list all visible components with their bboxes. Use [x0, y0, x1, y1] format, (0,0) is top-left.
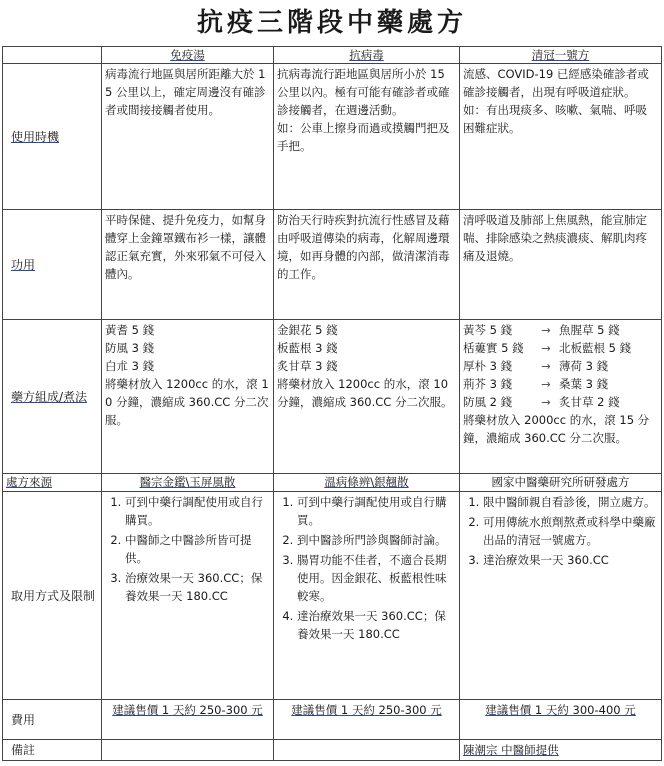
herb-pair: 黃芩 5 錢 → 魚腥草 5 錢 [463, 323, 620, 337]
arrow-icon: → [541, 341, 551, 355]
cooking-method: 將藥材放入 2000cc 的水，滾 15 分鐘，濃縮成 360.CC 分二次服。 [463, 413, 650, 445]
cell-formula-qingguan [460, 320, 662, 474]
list-item: 2. 到中醫診所門診與醫師討論。 [297, 531, 456, 549]
herb-pair: 荊芥 3 錢 → 桑葉 3 錢 [463, 377, 609, 391]
row-label-timing: 使用時機 [3, 64, 102, 210]
list-item: 3. 治療效果一天 360.CC；保養效果一天 180.CC [125, 569, 270, 605]
cell-access-immune [102, 492, 274, 700]
cell-note-antivirus [274, 740, 460, 761]
cell-formula-immune [102, 320, 274, 474]
table-row-note [3, 740, 662, 761]
herb-item: 板藍根 3 錢 [277, 341, 338, 355]
table-row-timing [3, 64, 662, 210]
cell-effect-antivirus: 防治天行時疾對抗流行性感冒及藉由呼吸道傳染的病毒，化解周邊環境，如再身體的內部，做清潔消毒的工作。 [274, 210, 460, 320]
prescription-table [2, 46, 662, 761]
cell-fee-immune: 建議售價 1 天約 250-300 元 [102, 700, 274, 740]
cell-formula-antivirus [274, 320, 460, 474]
herb-item: 金銀花 5 錢 [277, 323, 338, 337]
list-item: 4. 達治療效果一天 360.CC；保養效果一天 180.CC [297, 607, 456, 643]
list-item: 3. 腸胃功能不佳者，不適合長期使用。因金銀花、板藍根性味較寒。 [297, 551, 456, 605]
cooking-method: 將藥材放入 1200cc 的水，滾 10 分鐘，濃縮成 360.CC 分二次服。 [277, 377, 453, 409]
cell-source-immune: 醫宗金鑑\玉屏風散 [102, 474, 274, 492]
arrow-icon: → [541, 377, 551, 391]
arrow-icon: → [541, 323, 551, 337]
list-item: 1. 限中醫師親自看診後，開立處方。 [483, 493, 658, 511]
table-row-source [3, 474, 662, 492]
list-item: 1. 可到中藥行調配使用或自行購買。 [297, 493, 456, 529]
row-label-effect: 功用 [3, 210, 102, 320]
herb-item: 白朮 3 錢 [105, 359, 155, 373]
herb-item: 防風 3 錢 [105, 341, 155, 355]
cell-note-immune [102, 740, 274, 761]
herb-pair: 防風 2 錢 → 炙甘草 2 錢 [463, 395, 620, 409]
cell-timing-antivirus: 抗病毒流行距地區與居所小於 15 公里以內。極有可能有確診者或確診接觸者，在週邊活動。 如：公車上擦身而過或摸觸門把及手把。 [274, 64, 460, 210]
table-row-effect [3, 210, 662, 320]
row-label-note: 備註 [3, 740, 102, 761]
table-row-access [3, 492, 662, 700]
cell-access-qingguan [460, 492, 662, 700]
cooking-method: 將藥材放入 1200cc 的水，滾 10 分鐘，濃縮成 360.CC 分二次服。 [105, 377, 269, 427]
herb-pair: 厚朴 3 錢 → 薄荷 3 錢 [463, 359, 609, 373]
cell-timing-immune: 病毒流行地區與居所距離大於 15 公里以上，確定周邊沒有確診者或間接接觸者使用。 [102, 64, 274, 210]
column-header-qingguan: 清冠一號方 [460, 47, 662, 64]
arrow-icon: → [541, 359, 551, 373]
list-item: 1. 可到中藥行調配使用或自行購買。 [125, 493, 270, 529]
table-row-fee [3, 700, 662, 740]
herb-pair: 栝蔞實 5 錢 → 北板藍根 5 錢 [463, 341, 632, 355]
cell-source-qingguan: 國家中醫藥研究所研發處方 [460, 474, 662, 492]
list-item: 3. 達治療效果一天 360.CC [483, 551, 658, 569]
cell-effect-immune: 平時保健、提升免疫力，如幫身體穿上金鐘罩鐵布衫一樣，讓體認正氣充實，外來邪氣不可侵入體內。 [102, 210, 274, 320]
page-title: 抗疫三階段中藥處方 [196, 8, 467, 38]
row-label-access: 取用方式及限制 [3, 492, 102, 700]
header-row [3, 47, 662, 64]
cell-effect-qingguan: 清呼吸道及肺部上焦風熱，能宣肺定喘、排除感染之熱痰濃痰、解肌肉疼痛及退燒。 [460, 210, 662, 320]
cell-fee-antivirus: 建議售價 1 天約 250-300 元 [274, 700, 460, 740]
column-header-antivirus: 抗病毒 [274, 47, 460, 64]
row-label-fee: 費用 [3, 700, 102, 740]
cell-source-antivirus: 溫病條辨\銀翹散 [274, 474, 460, 492]
table-row-formula [3, 320, 662, 474]
herb-item: 黃耆 5 錢 [105, 323, 155, 337]
cell-note-qingguan: 陳潮宗 中醫師提供 [460, 740, 662, 761]
herb-item: 炙甘草 3 錢 [277, 359, 338, 373]
row-label-formula: 藥方組成/煮法 [3, 320, 102, 474]
row-label-source: 處方來源 [3, 474, 102, 492]
cell-timing-qingguan: 流感、COVID-19 已經感染確診者或確診接觸者，出現有呼吸道症狀。 如：有出現痰多、咳嗽、氣喘、呼吸困難症狀。 [460, 64, 662, 210]
cell-access-antivirus [274, 492, 460, 700]
corner-cell [3, 47, 102, 64]
column-header-immune: 免疫湯 [102, 47, 274, 64]
list-item: 2. 可用傳統水煎劑熬煮或科學中藥廠出品的清冠一號處方。 [483, 513, 658, 549]
cell-fee-qingguan: 建議售價 1 天約 300-400 元 [460, 700, 662, 740]
list-item: 2. 中醫師之中醫診所皆可提供。 [125, 531, 270, 567]
arrow-icon: → [541, 395, 551, 409]
